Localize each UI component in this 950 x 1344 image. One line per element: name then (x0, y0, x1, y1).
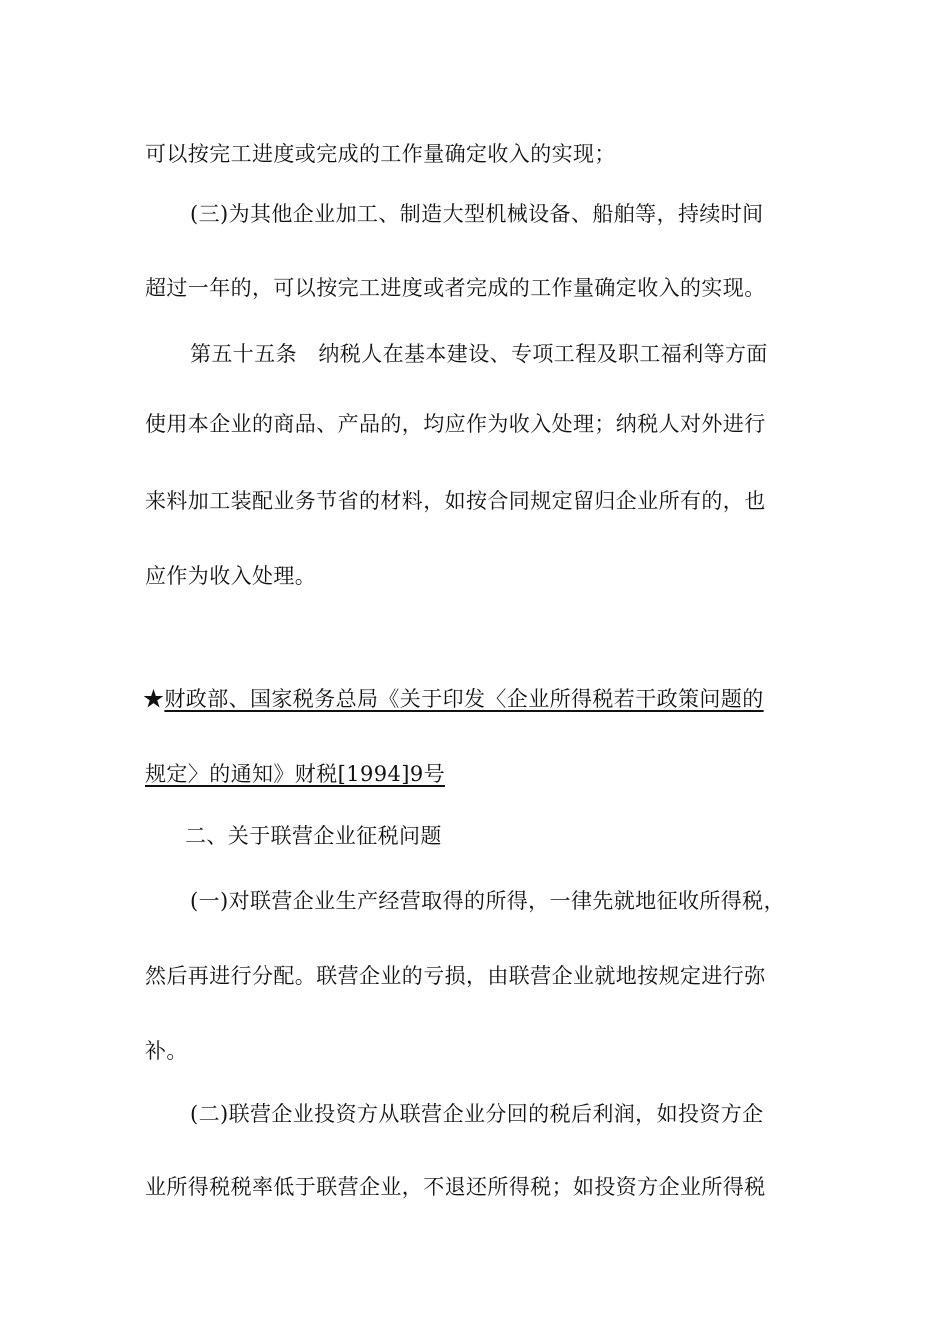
body-line-2: (三)为其他企业加工、制造大型机械设备、船舶等，持续时间 (190, 202, 764, 226)
section-line-2: 然后再进行分配。联营企业的亏损，由联营企业就地按规定进行弥 (145, 964, 766, 988)
section-heading: 二、关于联营企业征税问题 (185, 824, 442, 848)
notice-line-1 (143, 685, 764, 713)
notice-link-continued[interactable]: 规定〉的通知》财税[1994]9号 (145, 762, 445, 786)
section-line-1: (一)对联营企业生产经营取得的所得，一律先就地征收所得税， (190, 889, 785, 913)
star-icon: ★ (143, 687, 165, 711)
body-line-3: 超过一年的，可以按完工进度或者完成的工作量确定收入的实现。 (145, 276, 766, 300)
article-55-line-2: 使用本企业的商品、产品的，均应作为收入处理；纳税人对外进行 (145, 412, 766, 436)
section-line-5: 业所得税税率低于联营企业，不退还所得税；如投资方企业所得税 (145, 1175, 766, 1199)
section-line-4: (二)联营企业投资方从联营企业分回的税后利润，如投资方企 (190, 1102, 764, 1126)
article-55-line-3: 来料加工装配业务节省的材料，如按合同规定留归企业所有的，也 (145, 489, 766, 513)
notice-line-2 (145, 760, 445, 788)
article-55-line-4: 应作为收入处理。 (145, 564, 317, 588)
notice-link[interactable]: 财政部、国家税务总局《关于印发〈企业所得税若干政策问题的 (164, 687, 764, 711)
article-55-line-1: 第五十五条 纳税人在基本建设、专项工程及职工福利等方面 (190, 342, 768, 366)
body-line-1: 可以按完工进度或完成的工作量确定收入的实现； (145, 142, 616, 166)
section-line-3: 补。 (145, 1039, 188, 1063)
